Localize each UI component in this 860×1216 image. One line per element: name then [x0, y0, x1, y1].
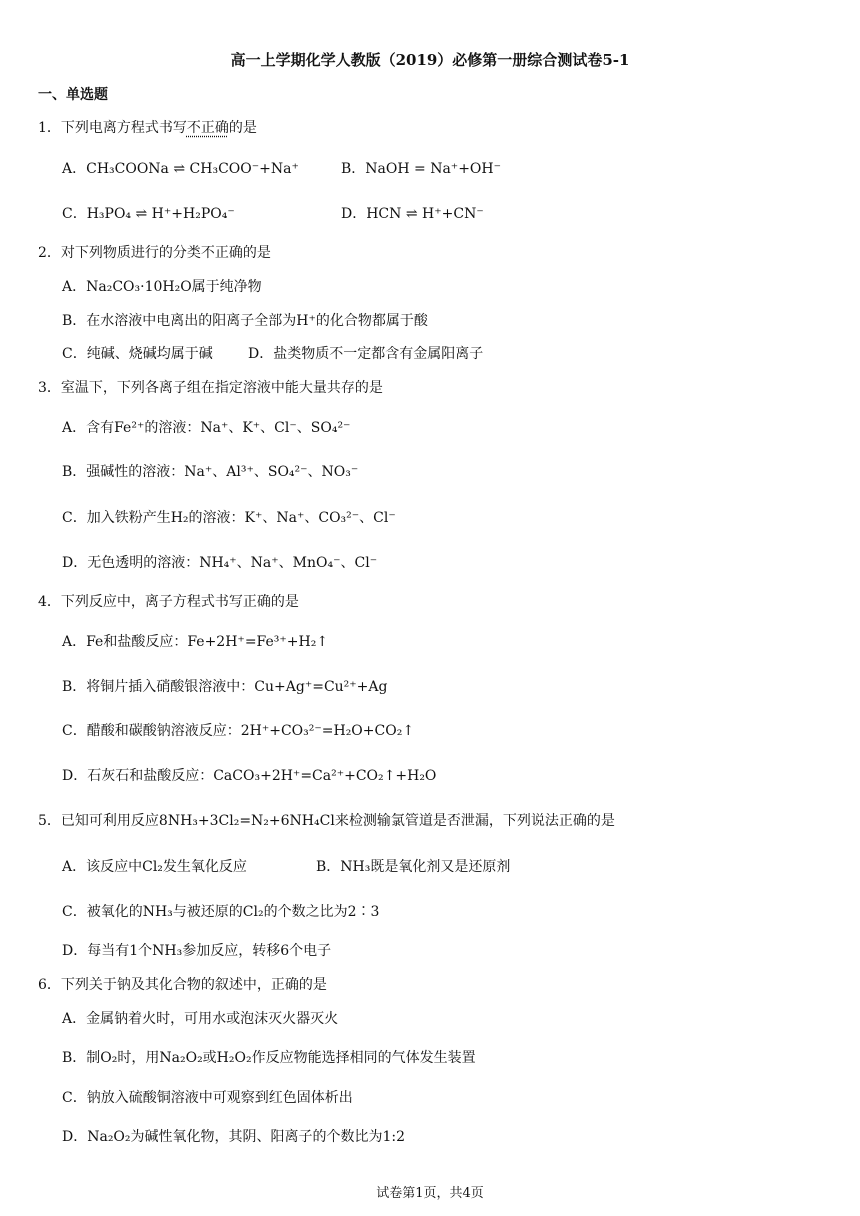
question-6-option-c: C．钠放入硫酸铜溶液中可观察到红色固体析出: [62, 1090, 353, 1106]
question-6-option-b: B．制O₂时，用Na₂O₂或H₂O₂作反应物能选择相同的气体发生装置: [62, 1050, 476, 1066]
question-2-option-b: B．在水溶液中电离出的阳离子全部为H⁺的化合物都属于酸: [62, 313, 428, 329]
question-5-option-a: A．该反应中Cl₂发生氧化反应: [62, 859, 247, 875]
question-6-option-a: A．金属钠着火时，可用水或泡沫灭火器灭火: [62, 1011, 339, 1027]
question-2-option-c: C．纯碱、烧碱均属于碱: [62, 346, 213, 362]
question-4-option-a: A．Fe和盐酸反应：Fe+2H⁺=Fe³⁺+H₂↑: [62, 634, 329, 650]
page-footer: 试卷第1页，共4页: [376, 1186, 484, 1201]
question-4-stem: 4．下列反应中，离子方程式书写正确的是: [38, 594, 299, 610]
question-5-stem: 5．已知可利用反应8NH₃+3Cl₂=N₂+6NH₄Cl来检测输氯管道是否泄漏，下列说法正确的是: [38, 813, 615, 829]
question-1-option-d: D．HCN ⇌ H⁺+CN⁻: [341, 206, 484, 222]
question-1-stem: 1．下列电离方程式书写不正确的是: [38, 120, 257, 136]
emphasis-text: 不正确: [186, 120, 229, 136]
question-6-option-d: D．Na₂O₂为碱性氧化物，其阴、阳离子的个数比为1:2: [62, 1129, 406, 1145]
question-2-stem: 2．对下列物质进行的分类不正确的是: [38, 245, 271, 261]
question-2-option-a: A．Na₂CO₃·10H₂O属于纯净物: [62, 279, 262, 295]
question-3-option-d: D．无色透明的溶液：NH₄⁺、Na⁺、MnO₄⁻、Cl⁻: [62, 555, 378, 571]
question-4-option-c: C．醋酸和碳酸钠溶液反应：2H⁺+CO₃²⁻=H₂O+CO₂↑: [62, 723, 415, 739]
question-3-option-c: C．加入铁粉产生H₂的溶液：K⁺、Na⁺、CO₃²⁻、Cl⁻: [62, 510, 396, 526]
question-4-option-b: B．将铜片插入硝酸银溶液中：Cu+Ag⁺=Cu²⁺+Ag: [62, 679, 388, 695]
section-heading: 一、单选题: [38, 87, 108, 103]
question-5-option-d: D．每当有1个NH₃参加反应，转移6个电子: [62, 943, 332, 959]
page-title: 高一上学期化学人教版（2019）必修第一册综合测试卷5-1: [230, 51, 630, 69]
question-5-option-c: C．被氧化的NH₃与被还原的Cl₂的个数之比为2∶3: [62, 904, 380, 920]
question-2-option-d: D．盐类物质不一定都含有金属阳离子: [248, 346, 484, 362]
question-4-option-d: D．石灰石和盐酸反应：CaCO₃+2H⁺=Ca²⁺+CO₂↑+H₂O: [62, 768, 437, 784]
question-3-stem: 3．室温下，下列各离子组在指定溶液中能大量共存的是: [38, 380, 383, 396]
question-1-option-c: C．H₃PO₄ ⇌ H⁺+H₂PO₄⁻: [62, 206, 235, 222]
question-3-option-a: A．含有Fe²⁺的溶液：Na⁺、K⁺、Cl⁻、SO₄²⁻: [62, 420, 351, 436]
question-5-option-b: B．NH₃既是氧化剂又是还原剂: [316, 859, 511, 875]
question-1-option-a: A．CH₃COONa ⇌ CH₃COO⁻+Na⁺: [62, 161, 299, 177]
question-6-stem: 6．下列关于钠及其化合物的叙述中，正确的是: [38, 977, 327, 993]
question-1-option-b: B．NaOH = Na⁺+OH⁻: [341, 161, 501, 177]
question-3-option-b: B．强碱性的溶液：Na⁺、Al³⁺、SO₄²⁻、NO₃⁻: [62, 464, 359, 480]
